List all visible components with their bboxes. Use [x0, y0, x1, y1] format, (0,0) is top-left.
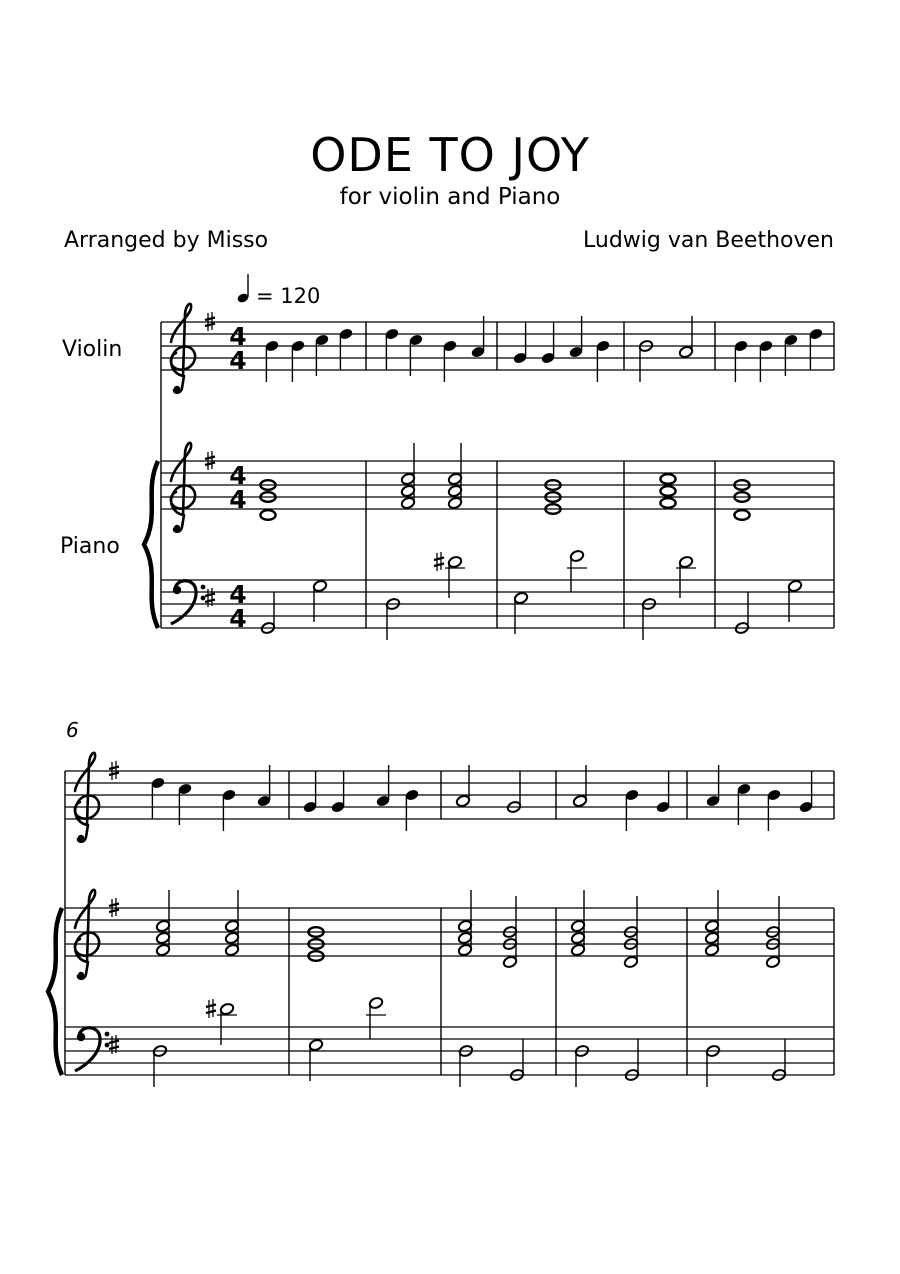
time-signature-top: 4	[229, 461, 247, 490]
whole-note-head	[260, 510, 275, 520]
sharp-icon	[434, 552, 444, 571]
brace-icon	[48, 908, 62, 1075]
instrument-label-piano: Piano	[60, 534, 120, 559]
tempo-marking: = 120	[256, 284, 321, 308]
treble-clef-icon	[75, 890, 99, 979]
whole-note-head	[660, 474, 675, 484]
whole-note-head	[660, 498, 675, 508]
bass-clef-icon	[171, 581, 205, 624]
sharp-icon	[206, 999, 216, 1018]
whole-note-head	[660, 486, 675, 496]
bass-clef-icon	[75, 1028, 109, 1071]
time-signature-bottom: 4	[229, 604, 247, 633]
page-title: ODE TO JOY	[310, 128, 590, 182]
composer-credit: Ludwig van Beethoven	[583, 228, 834, 253]
page-subtitle: for violin and Piano	[339, 184, 561, 210]
time-signature-top: 4	[229, 580, 247, 609]
time-signature-bottom: 4	[229, 346, 247, 375]
treble-clef-icon	[171, 443, 195, 532]
treble-clef-icon	[171, 304, 195, 393]
time-signature-top: 4	[229, 322, 247, 351]
whole-note-head	[734, 510, 749, 520]
time-signature-bottom: 4	[229, 485, 247, 514]
treble-clef-icon	[75, 753, 99, 842]
brace-icon	[144, 461, 158, 628]
measure-number: 6	[66, 718, 79, 742]
arranger-credit: Arranged by Misso	[64, 228, 269, 253]
instrument-label-violin: Violin	[62, 337, 123, 362]
